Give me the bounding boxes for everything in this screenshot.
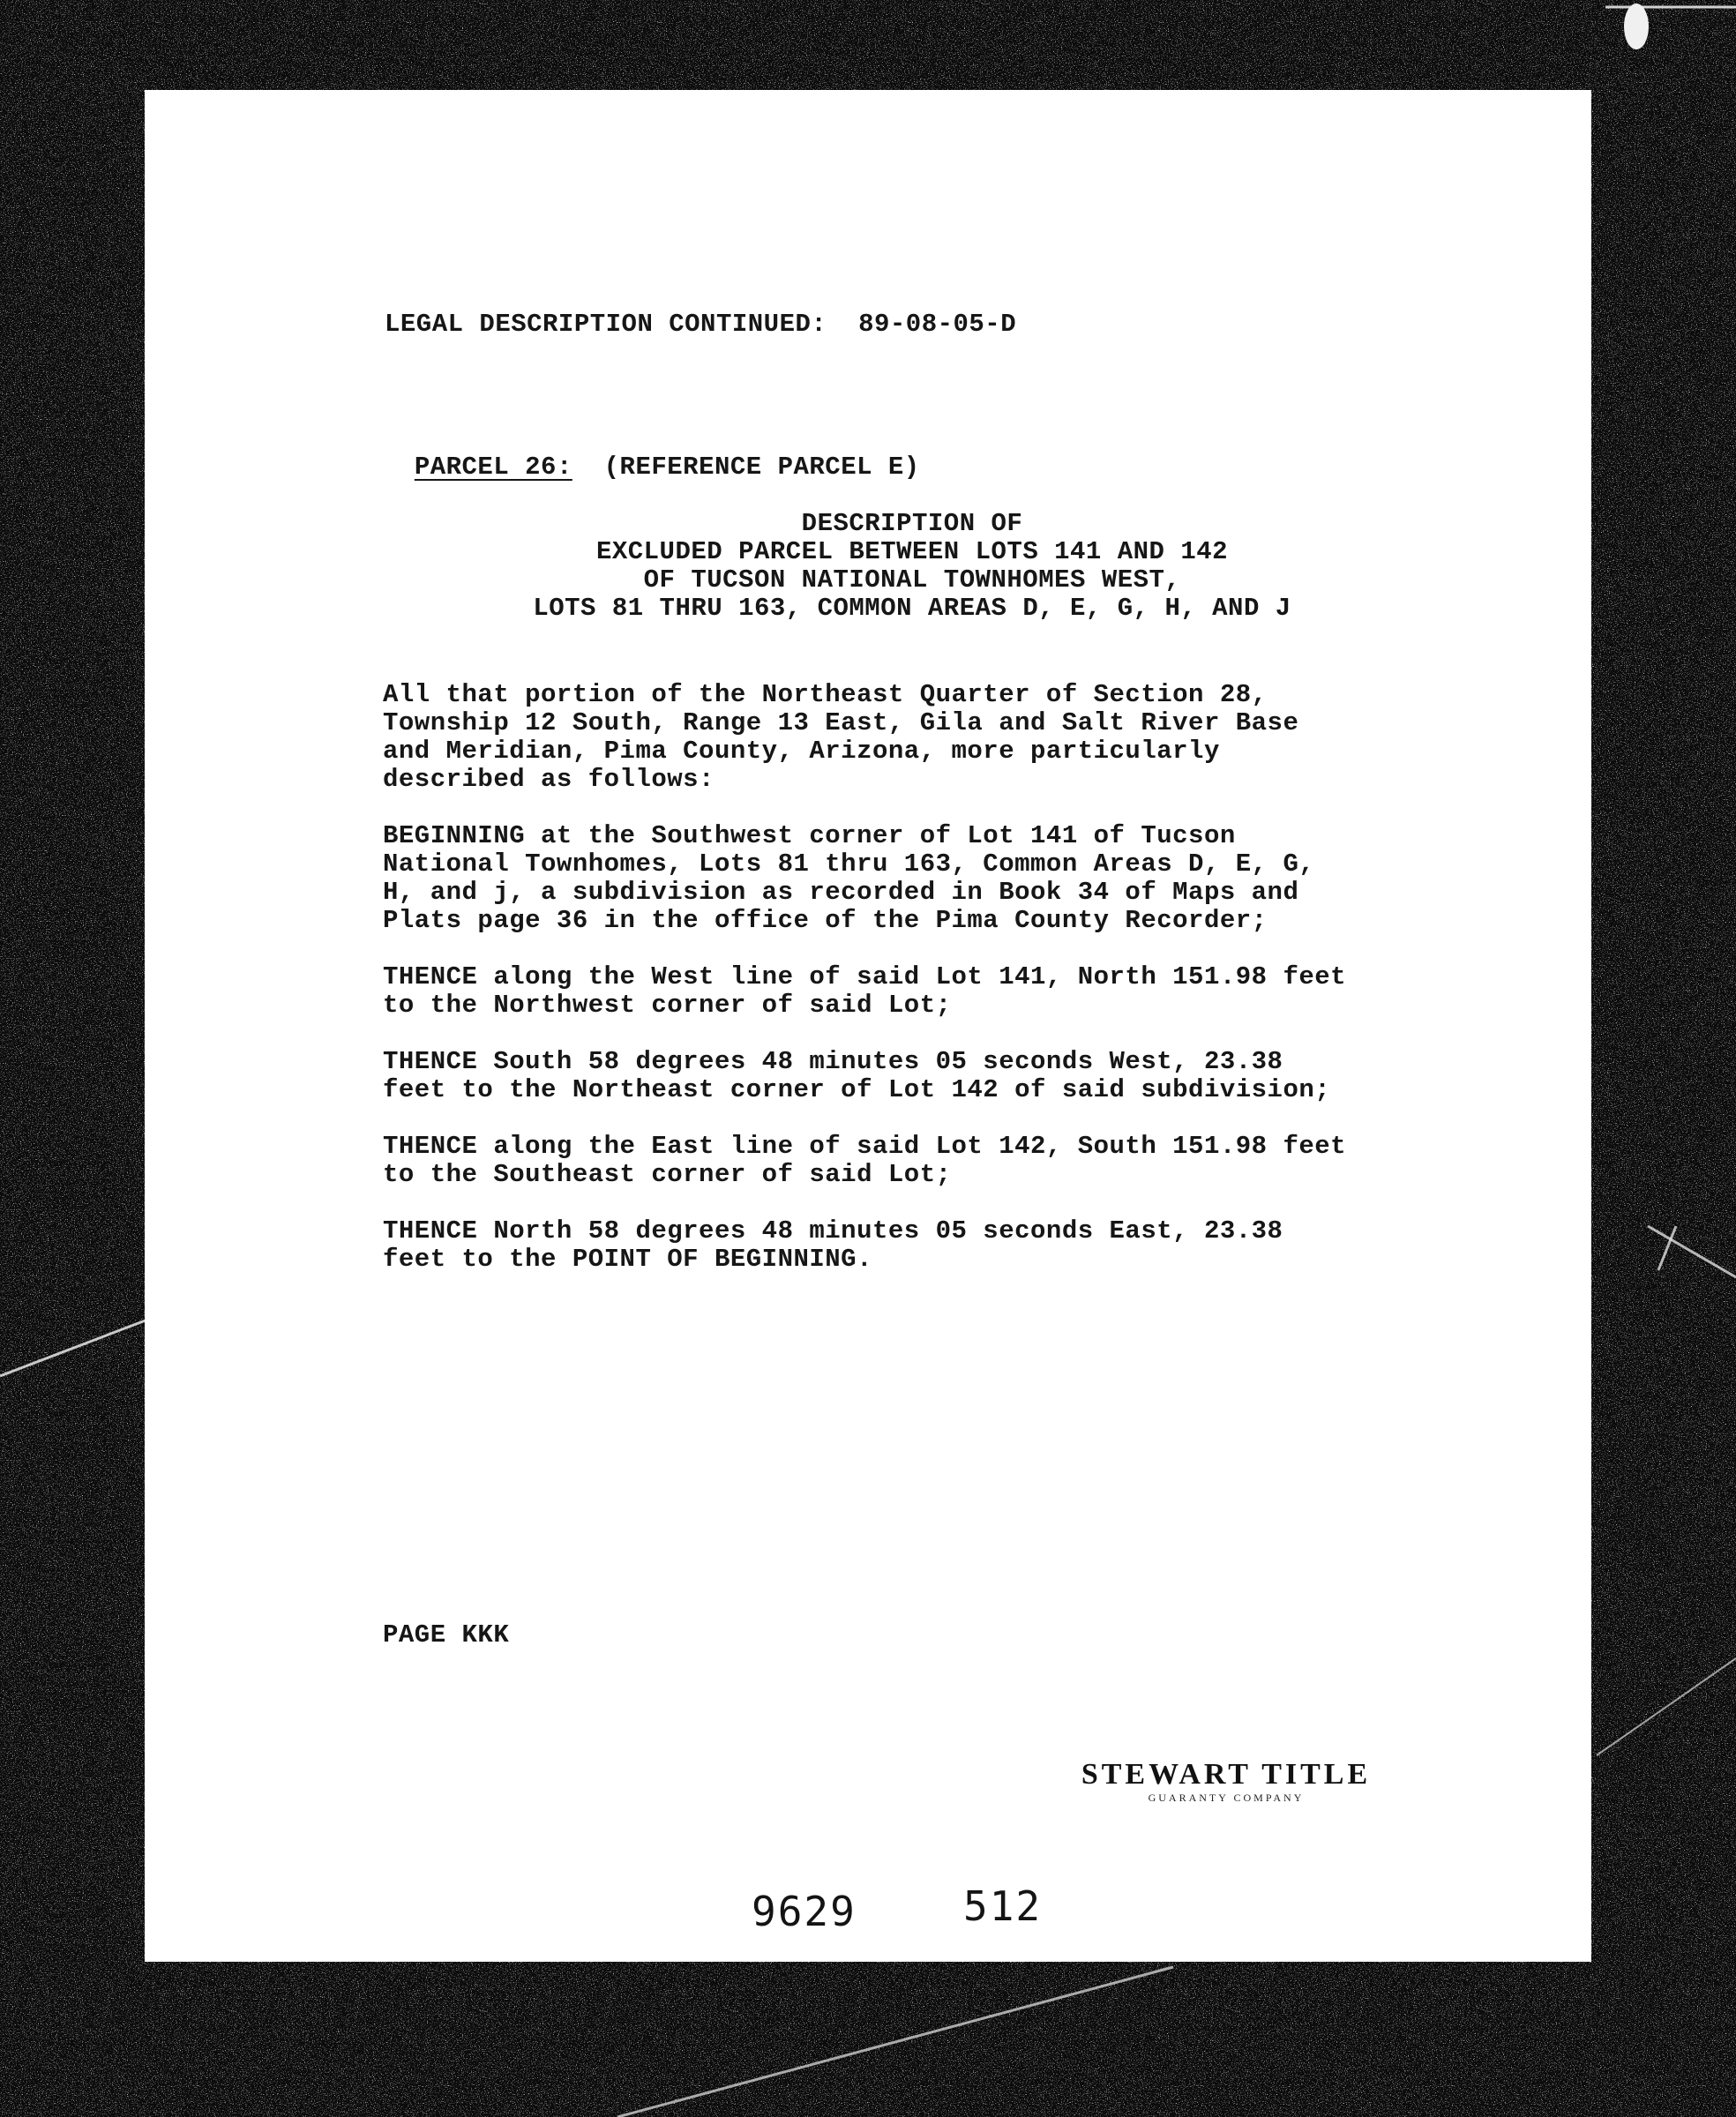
stewart-title-logo — [1032, 1755, 1420, 1808]
paragraph-beginning — [383, 822, 1583, 935]
svg-text:GUARANTY COMPANY: GUARANTY COMPANY — [1148, 1792, 1305, 1804]
parcel-label: PARCEL 26: — [414, 453, 572, 482]
paragraph-thence-2 — [383, 1048, 1583, 1104]
text-line: H, and j, a subdivision as recorded in Book 34 of Maps and — [383, 878, 1299, 907]
paragraph-thence-1 — [383, 963, 1583, 1020]
text-line: THENCE North 58 degrees 48 minutes 05 seconds East, 23.38 — [383, 1216, 1283, 1246]
text-line: Township 12 South, Range 13 East, Gila and Salt River Base — [383, 708, 1299, 737]
parcel-reference: (REFERENCE PARCEL E) — [603, 453, 920, 482]
text-line: and Meridian, Pima County, Arizona, more particularly — [383, 737, 1220, 766]
text-line: to the Southeast corner of said Lot; — [383, 1160, 952, 1189]
svg-text:STEWART TITLE: STEWART TITLE — [1081, 1758, 1372, 1791]
text-line: All that portion of the Northeast Quarter of Section 28, — [383, 680, 1268, 709]
text-line: THENCE along the East line of said Lot 142, South 151.98 feet — [383, 1132, 1347, 1161]
text-line: THENCE along the West line of said Lot 141, North 151.98 feet — [383, 962, 1347, 991]
recording-docket-number: 9629 — [752, 1888, 857, 1935]
document-page — [145, 90, 1591, 1962]
title-line: EXCLUDED PARCEL BETWEEN LOTS 141 AND 142 — [595, 537, 1229, 566]
text-line: to the Northwest corner of said Lot; — [383, 991, 952, 1020]
paragraph-thence-4 — [383, 1217, 1583, 1274]
text-line: Plats page 36 in the office of the Pima County Recorder; — [383, 906, 1268, 935]
recording-page-number: 512 — [963, 1882, 1043, 1930]
text-line: National Townhomes, Lots 81 thru 163, Common Areas D, E, G, — [383, 849, 1315, 879]
paragraph-intro — [383, 681, 1583, 794]
title-block — [383, 510, 1441, 623]
text-line: THENCE South 58 degrees 48 minutes 05 seconds West, 23.38 — [383, 1047, 1283, 1076]
parcel-heading — [383, 425, 920, 482]
paragraph-thence-3 — [383, 1133, 1583, 1189]
text-line: BEGINNING at the Southwest corner of Lot 141 of Tucson — [383, 821, 1236, 850]
text-line: described as follows: — [383, 765, 715, 794]
title-line: OF TUCSON NATIONAL TOWNHOMES WEST, — [643, 565, 1181, 595]
text-line: feet to the Northeast corner of Lot 142 of said subdivision; — [383, 1075, 1331, 1104]
legal-description-header: LEGAL DESCRIPTION CONTINUED: 89-08-05-D — [385, 310, 1017, 339]
title-line: LOTS 81 THRU 163, COMMON AREAS D, E, G, H, AND J — [533, 594, 1291, 623]
text-line: feet to the POINT OF BEGINNING. — [383, 1245, 872, 1274]
page-label: PAGE KKK — [383, 1620, 510, 1649]
title-line: DESCRIPTION OF — [801, 509, 1023, 538]
